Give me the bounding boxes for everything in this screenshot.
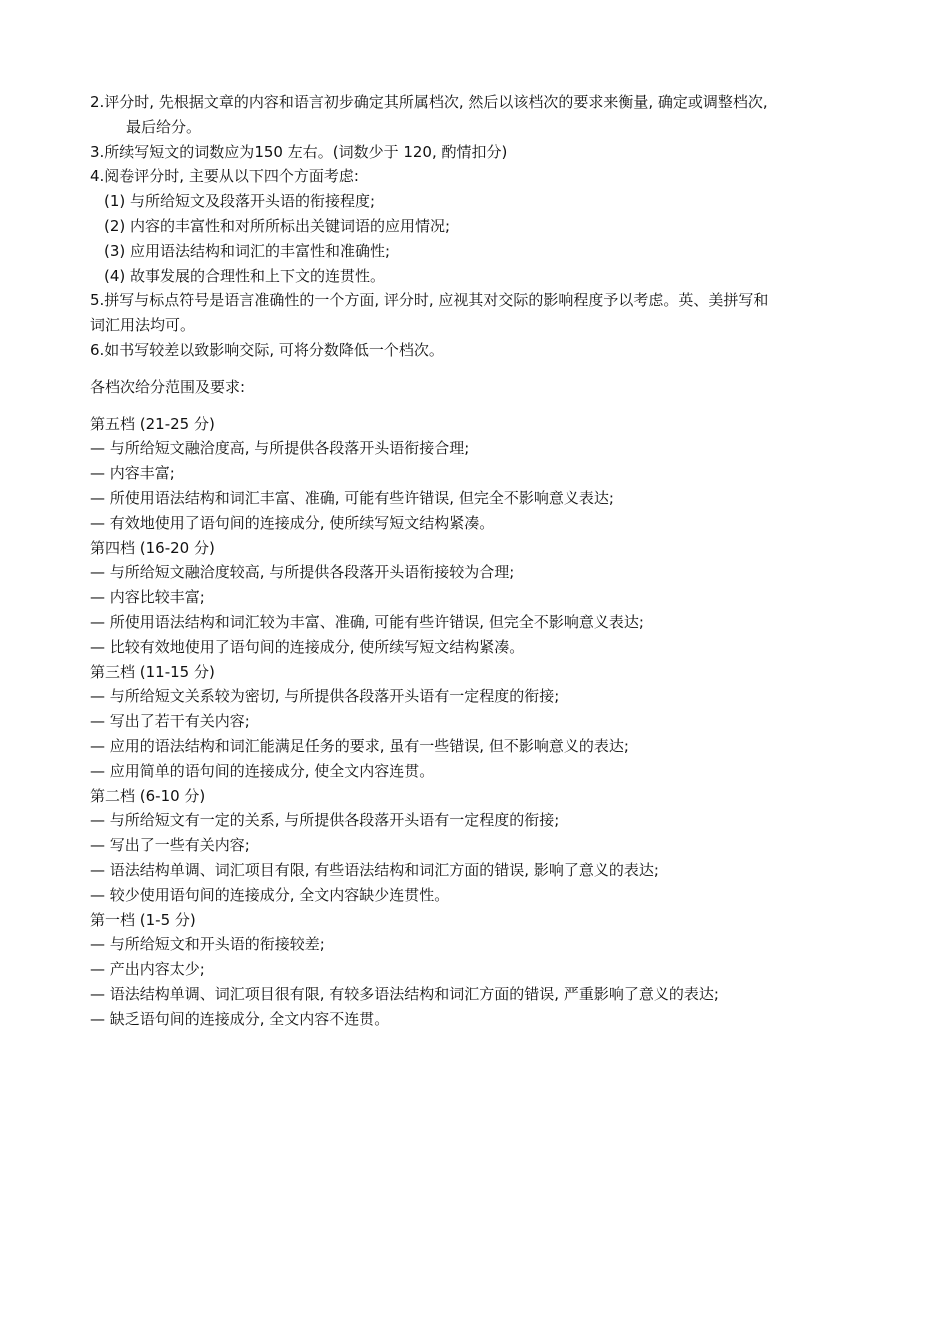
grading-level-1: [90, 908, 870, 1032]
level-item: — 应用的语法结构和词汇能满足任务的要求, 虽有一些错误, 但不影响意义的表达;: [90, 736, 629, 755]
grading-heading: 各档次给分范围及要求:: [90, 377, 246, 396]
level-item: — 写出了若干有关内容;: [90, 712, 250, 731]
level-item: — 与所给短文和开头语的衔接较差;: [90, 935, 325, 954]
grading-level-4: [90, 536, 870, 660]
rule-6: 6.如书写较差以致影响交际, 可将分数降低一个档次。: [90, 340, 444, 359]
rule-4-item-4: (4) 故事发展的合理性和上下文的连贯性。: [104, 266, 386, 285]
level-item: — 缺乏语句间的连接成分, 全文内容不连贯。: [90, 1009, 390, 1028]
grading-level-5: [90, 412, 870, 536]
document-page: [90, 90, 870, 1031]
level-item: — 与所给短文融洽度较高, 与所提供各段落开头语衔接较为合理;: [90, 563, 515, 582]
grading-level-2: [90, 784, 870, 908]
level-title: 第二档 (6-10 分): [90, 786, 206, 805]
rule-4-item-1: (1) 与所给短文及段落开头语的衔接程度;: [104, 192, 376, 211]
level-item: — 比较有效地使用了语句间的连接成分, 使所续写短文结构紧凑。: [90, 637, 525, 656]
level-item: — 语法结构单调、词汇项目有限, 有些语法结构和词汇方面的错误, 影响了意义的表达;: [90, 860, 659, 879]
level-item: — 应用简单的语句间的连接成分, 使全文内容连贯。: [90, 761, 435, 780]
level-title: 第四档 (16-20 分): [90, 538, 215, 557]
level-item: — 有效地使用了语句间的连接成分, 使所续写短文结构紧凑。: [90, 513, 495, 532]
rule-3: 3.所续写短文的词数应为150 左右。(词数少于 120, 酌情扣分): [90, 142, 508, 161]
rule-5-line-2: 词汇用法均可。: [90, 316, 196, 335]
level-item: — 写出了一些有关内容;: [90, 836, 250, 855]
rule-2-line-2: 最后给分。: [126, 117, 202, 136]
level-item: — 内容丰富;: [90, 464, 175, 483]
rule-2-line-1: 2.评分时, 先根据文章的内容和语言初步确定其所属档次, 然后以该档次的要求来衡量, 确定或调整档次,: [90, 93, 768, 111]
level-item: — 与所给短文融洽度高, 与所提供各段落开头语衔接合理;: [90, 439, 470, 458]
rule-4-item-3: (3) 应用语法结构和词汇的丰富性和准确性;: [104, 241, 391, 260]
level-item: — 所使用语法结构和词汇丰富、准确, 可能有些许错误, 但完全不影响意义表达;: [90, 488, 614, 507]
level-item: — 内容比较丰富;: [90, 588, 205, 607]
grading-level-3: [90, 660, 870, 784]
rule-4: 4.阅卷评分时, 主要从以下四个方面考虑:: [90, 167, 359, 186]
level-item: — 所使用语法结构和词汇较为丰富、准确, 可能有些许错误, 但完全不影响意义表达;: [90, 612, 644, 631]
level-title: 第五档 (21-25 分): [90, 414, 215, 433]
level-item: — 与所给短文有一定的关系, 与所提供各段落开头语有一定程度的衔接;: [90, 811, 560, 830]
level-title: 第三档 (11-15 分): [90, 662, 215, 681]
level-title: 第一档 (1-5 分): [90, 910, 196, 929]
rule-5-line-1: 5.拼写与标点符号是语言准确性的一个方面, 评分时, 应视其对交际的影响程度予以考虑。英、美拼写和: [90, 291, 769, 310]
level-item: — 语法结构单调、词汇项目很有限, 有较多语法结构和词汇方面的错误, 严重影响了意义的表达;: [90, 984, 719, 1003]
rule-4-item-2: (2) 内容的丰富性和对所所标出关键词语的应用情况;: [104, 216, 451, 235]
level-item: — 与所给短文关系较为密切, 与所提供各段落开头语有一定程度的衔接;: [90, 687, 560, 706]
level-item: — 产出内容太少;: [90, 960, 205, 979]
level-item: — 较少使用语句间的连接成分, 全文内容缺少连贯性。: [90, 885, 450, 904]
